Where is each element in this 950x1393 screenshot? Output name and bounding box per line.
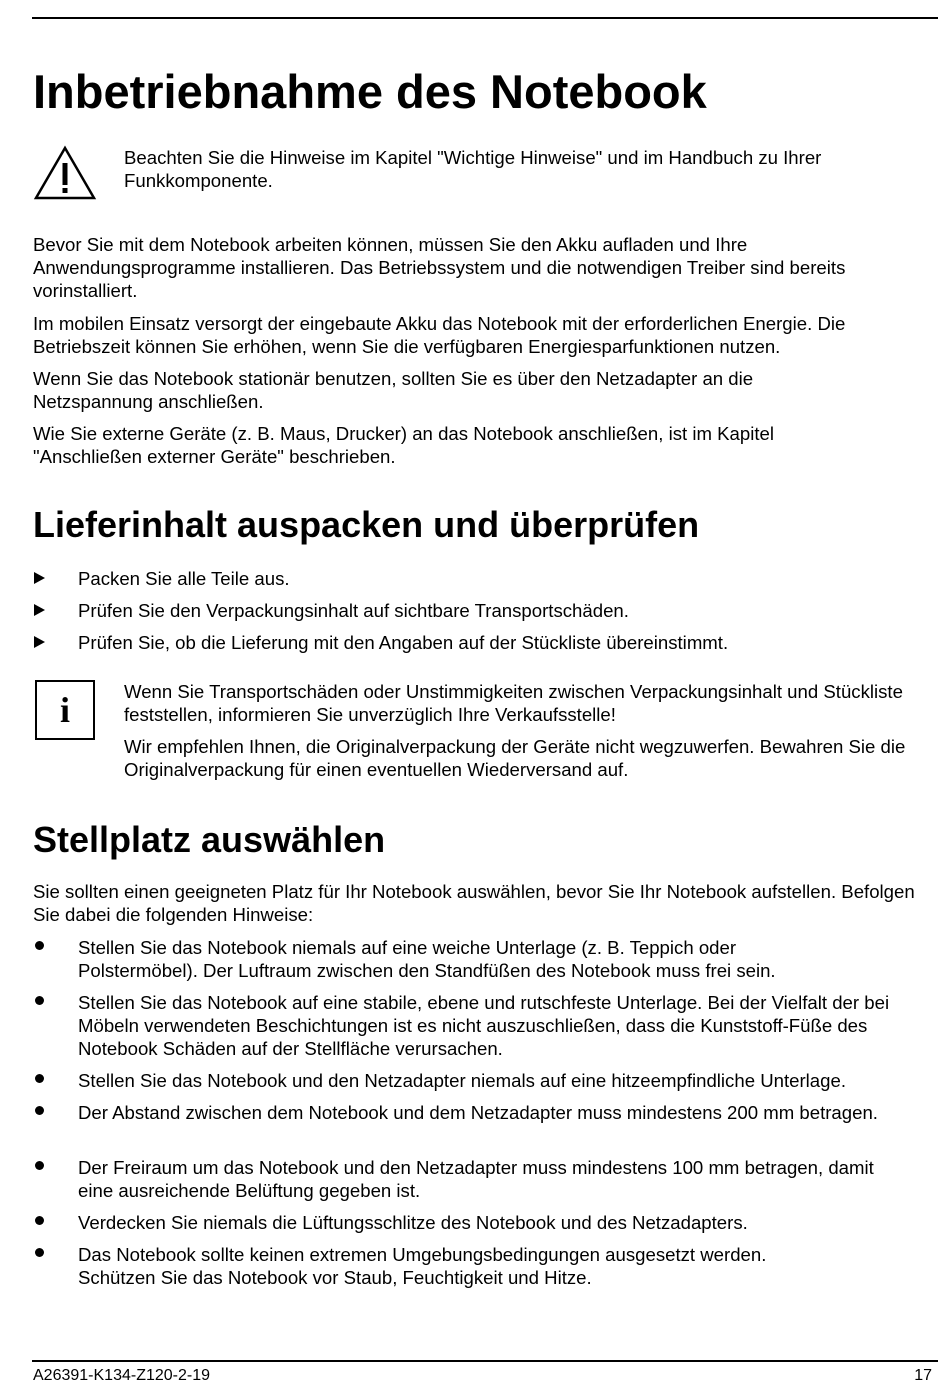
bullet-icon	[35, 1074, 44, 1083]
unpack-step-1: Packen Sie alle Teile aus.	[78, 568, 290, 589]
location-item-1: Stellen Sie das Notebook niemals auf eine weiche Unterlage (z. B. Teppich oder Polstermöbel). Der Luftraum zwischen den Standfüßen des Notebook muss frei sein.	[78, 937, 776, 981]
top-rule	[32, 17, 938, 19]
info-icon	[35, 680, 95, 740]
bullet-icon	[35, 1106, 44, 1115]
location-item-3: Stellen Sie das Notebook und den Netzadapter niemals auf eine hitzeempfindliche Unterlage.	[78, 1070, 846, 1091]
info-icon-glyph: i	[59, 690, 70, 730]
bullet-icon	[35, 1248, 44, 1257]
bullet-icon	[35, 1216, 44, 1225]
location-intro: Sie sollten einen geeigneten Platz für Ihr Notebook auswählen, bevor Sie Ihr Notebook aufstellen. Befolgen Sie dabei die folgenden Hinweise:	[33, 881, 915, 925]
intro-paragraph-4: Wie Sie externe Geräte (z. B. Maus, Drucker) an das Notebook anschließen, ist im Kapitel "Anschließen externer Geräte" beschrieben.	[33, 423, 774, 467]
location-item-7: Das Notebook sollte keinen extremen Umgebungsbedingungen ausgesetzt werden. Schützen Sie das Notebook vor Staub, Feuchtigkeit und Hitze.	[78, 1244, 767, 1288]
page-title: Inbetriebnahme des Notebook	[33, 65, 707, 118]
info-note-1: Wenn Sie Transportschäden oder Unstimmigkeiten zwischen Verpackungsinhalt und Stückliste feststellen, informieren Sie unverzüglich Ihre Verkaufsstelle!	[124, 681, 903, 725]
footer-doc-number: A26391-K134-Z120-2-19	[33, 1367, 211, 1384]
step-arrow-icon	[34, 604, 45, 616]
intro-paragraph-3: Wenn Sie das Notebook stationär benutzen, sollten Sie es über den Netzadapter an die Netzspannung anschließen.	[33, 368, 754, 412]
step-arrow-icon	[34, 572, 45, 584]
location-item-6: Verdecken Sie niemals die Lüftungsschlitze des Notebook und des Netzadapters.	[78, 1212, 748, 1233]
intro-paragraph-1: Bevor Sie mit dem Notebook arbeiten können, müssen Sie den Akku aufladen und Ihre Anwendungsprogramme installieren. Das Betriebssystem und die notwendigen Treiber sind bereits vorinstalliert.	[33, 234, 846, 301]
unpack-step-3: Prüfen Sie, ob die Lieferung mit den Angaben auf der Stückliste übereinstimmt.	[78, 632, 729, 653]
bullet-icon	[35, 996, 44, 1005]
warning-triangle-icon	[33, 145, 97, 201]
step-arrow-icon	[34, 636, 45, 648]
unpack-step-2: Prüfen Sie den Verpackungsinhalt auf sichtbare Transportschäden.	[78, 600, 629, 621]
intro-paragraph-2: Im mobilen Einsatz versorgt der eingebaute Akku das Notebook mit der erforderlichen Energie. Die Betriebszeit können Sie erhöhen, wenn Sie die verfügbaren Energiesparfunktionen nutzen.	[33, 313, 846, 357]
footer-page-number: 17	[914, 1367, 932, 1384]
location-item-5: Der Freiraum um das Notebook und den Netzadapter muss mindestens 100 mm betragen, damit eine ausreichende Belüftung gegeben ist.	[78, 1157, 874, 1201]
section-heading-unpack: Lieferinhalt auspacken und überprüfen	[33, 504, 700, 545]
section-heading-location: Stellplatz auswählen	[33, 819, 386, 860]
bullet-icon	[35, 941, 44, 950]
location-item-4: Der Abstand zwischen dem Notebook und dem Netzadapter muss mindestens 200 mm betragen.	[78, 1102, 878, 1123]
location-item-2: Stellen Sie das Notebook auf eine stabile, ebene und rutschfeste Unterlage. Bei der Vielfalt der bei Möbeln verwendeten Beschichtungen ist es nicht auszuschließen, dass die Kunststoff-Füße des Notebook Schäden auf der Stellfläche verursachen.	[78, 992, 890, 1059]
info-note-2: Wir empfehlen Ihnen, die Originalverpackung der Geräte nicht wegzuwerfen. Bewahren Sie die Originalverpackung für einen eventuellen Wiederversand auf.	[124, 736, 906, 780]
bullet-icon	[35, 1161, 44, 1170]
footer-rule	[32, 1360, 938, 1362]
warning-note: Beachten Sie die Hinweise im Kapitel "Wichtige Hinweise" und im Handbuch zu Ihrer Funkkomponente.	[124, 147, 822, 191]
